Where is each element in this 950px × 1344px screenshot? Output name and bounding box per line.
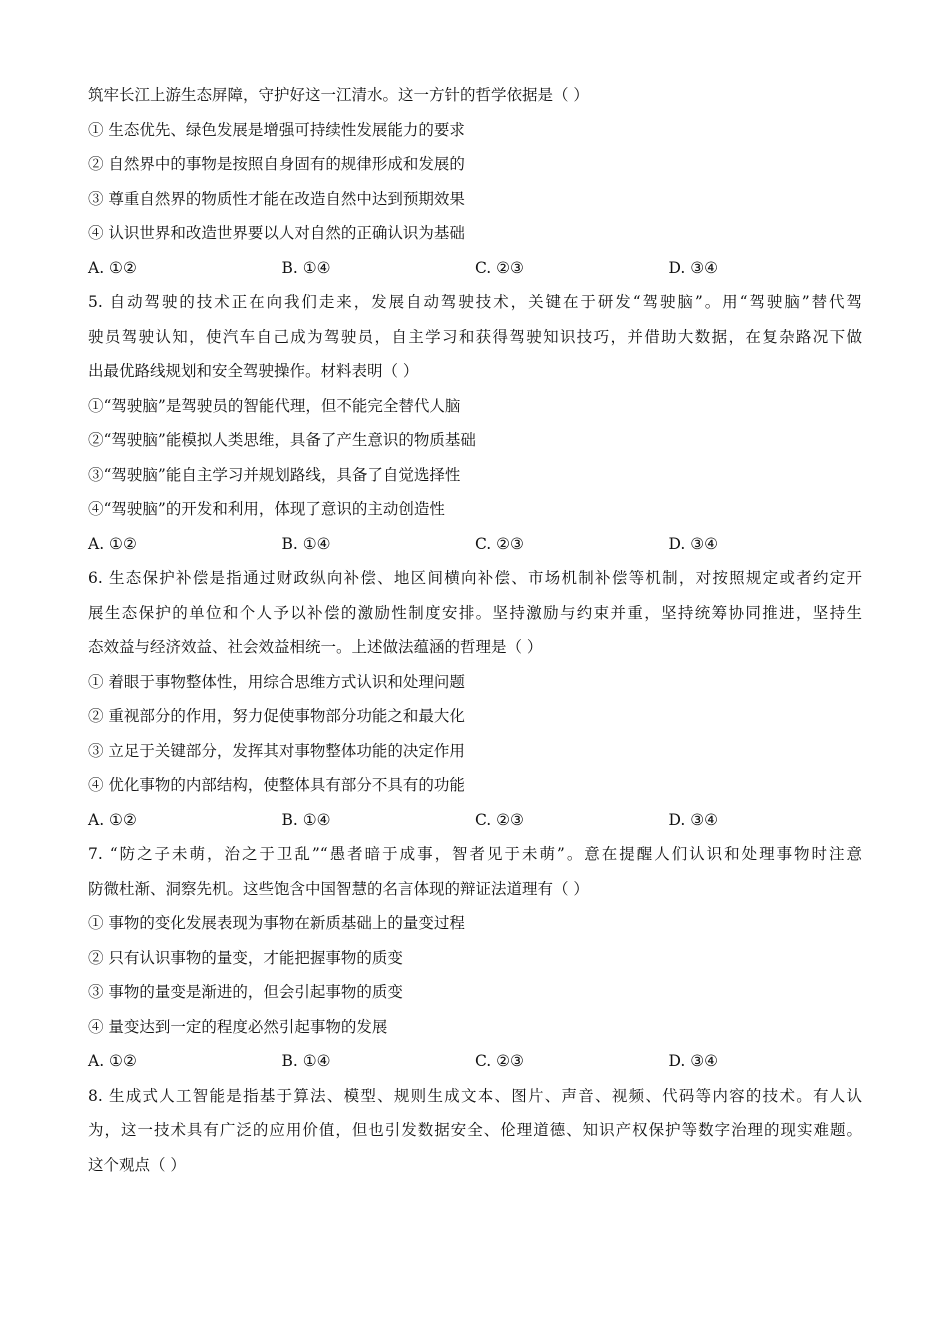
statement-item: ②“驾驶脑”能模拟人类思维，具备了产生意识的物质基础 (88, 431, 476, 449)
question-stem: 防微杜渐、洞察先机。这些饱含中国智慧的名言体现的辩证法道理有（ ） (88, 879, 589, 898)
question-5 (88, 285, 862, 561)
question-stem: 展生态保护的单位和个人予以补偿的激励性制度安排。坚持激励与约束并重，坚持统筹协同推进，坚持生 (88, 603, 862, 622)
statement-item: ④ 认识世界和改造世界要以人对自然的正确认识为基础 (88, 224, 465, 242)
option-d[interactable]: D. ③④ (668, 534, 719, 553)
statement-item: ② 重视部分的作用，努力促使事物部分功能之和最大化 (88, 707, 465, 725)
statement-item: ② 只有认识事物的量变，才能把握事物的质变 (88, 948, 403, 967)
option-b[interactable]: B. ①④ (281, 258, 331, 277)
option-b[interactable]: B. ①④ (281, 810, 331, 829)
answer-options (88, 1044, 862, 1079)
option-c[interactable]: C. ②③ (475, 258, 524, 277)
option-a[interactable]: A. ①② (88, 534, 137, 553)
option-a[interactable]: A. ①② (88, 1052, 137, 1070)
statement-item: ① 着眼于事物整体性，用综合思维方式认识和处理问题 (88, 672, 465, 691)
question-stem: 这个观点（ ） (88, 1155, 186, 1174)
option-c[interactable]: C. ②③ (475, 810, 524, 829)
option-a[interactable]: A. ①② (88, 258, 137, 277)
statement-item: ③ 尊重自然界的物质性才能在改造自然中达到预期效果 (88, 189, 465, 208)
statement-item: ③ 立足于关键部分，发挥其对事物整体功能的决定作用 (88, 741, 465, 760)
option-b[interactable]: B. ①④ (281, 1052, 331, 1070)
statement-item: ① 事物的变化发展表现为事物在新质基础上的量变过程 (88, 914, 465, 932)
answer-options (88, 803, 862, 838)
question-7 (88, 837, 862, 1079)
statement-item: ① 生态优先、绿色发展是增强可持续性发展能力的要求 (88, 120, 465, 139)
question-stem: 筑牢长江上游生态屏障，守护好这一江清水。这一方针的哲学依据是（ ） (88, 86, 589, 104)
option-d[interactable]: D. ③④ (668, 258, 719, 277)
option-a[interactable]: A. ①② (88, 810, 137, 829)
question-stem: 5. 自动驾驶的技术正在向我们走来，发展自动驾驶技术，关键在于研发“驾驶脑”。用“驾驶脑”替代驾 (88, 293, 862, 311)
statement-item: ①“驾驶脑”是驾驶员的智能代理，但不能完全替代人脑 (88, 396, 461, 415)
question-stem: 为，这一技术具有广泛的应用价值，但也引发数据安全、伦理道德、知识产权保护等数字治理的现实难题。 (88, 1121, 862, 1139)
question-stem: 7. “防之子未萌，治之于卫乱”“愚者暗于成事，智者见于未萌”。意在提醒人们认识和处理事物时注意 (88, 845, 862, 863)
question-stem: 出最优路线规划和安全驾驶操作。材料表明（ ） (88, 362, 419, 380)
option-d[interactable]: D. ③④ (668, 810, 719, 829)
question-stem: 8. 生成式人工智能是指基于算法、模型、规则生成文本、图片、声音、视频、代码等内容的技术。有人认 (88, 1086, 862, 1105)
question-4 (88, 78, 862, 285)
question-stem: 驶员驾驶认知，使汽车自己成为驾驶员，自主学习和获得驾驶知识技巧，并借助大数据，在复杂路况下做 (88, 327, 862, 346)
option-b[interactable]: B. ①④ (281, 534, 331, 553)
option-c[interactable]: C. ②③ (475, 534, 524, 553)
statement-item: ③“驾驶脑”能自主学习并规划路线，具备了自觉选择性 (88, 465, 461, 484)
answer-options (88, 251, 862, 286)
statement-item: ④ 量变达到一定的程度必然引起事物的发展 (88, 1017, 388, 1036)
question-stem: 态效益与经济效益、社会效益相统一。上述做法蕴涵的哲理是（ ） (88, 638, 543, 656)
question-8 (88, 1079, 862, 1183)
statement-item: ③ 事物的量变是渐进的，但会引起事物的质变 (88, 983, 403, 1001)
option-c[interactable]: C. ②③ (475, 1052, 524, 1070)
answer-options (88, 527, 862, 562)
statement-item: ④ 优化事物的内部结构，使整体具有部分不具有的功能 (88, 776, 465, 794)
statement-item: ② 自然界中的事物是按照自身固有的规律形成和发展的 (88, 155, 465, 173)
question-6 (88, 561, 862, 837)
statement-item: ④“驾驶脑”的开发和利用，体现了意识的主动创造性 (88, 500, 445, 518)
option-d[interactable]: D. ③④ (668, 1052, 719, 1070)
question-stem: 6. 生态保护补偿是指通过财政纵向补偿、地区间横向补偿、市场机制补偿等机制，对按照规定或者约定开 (88, 569, 862, 587)
